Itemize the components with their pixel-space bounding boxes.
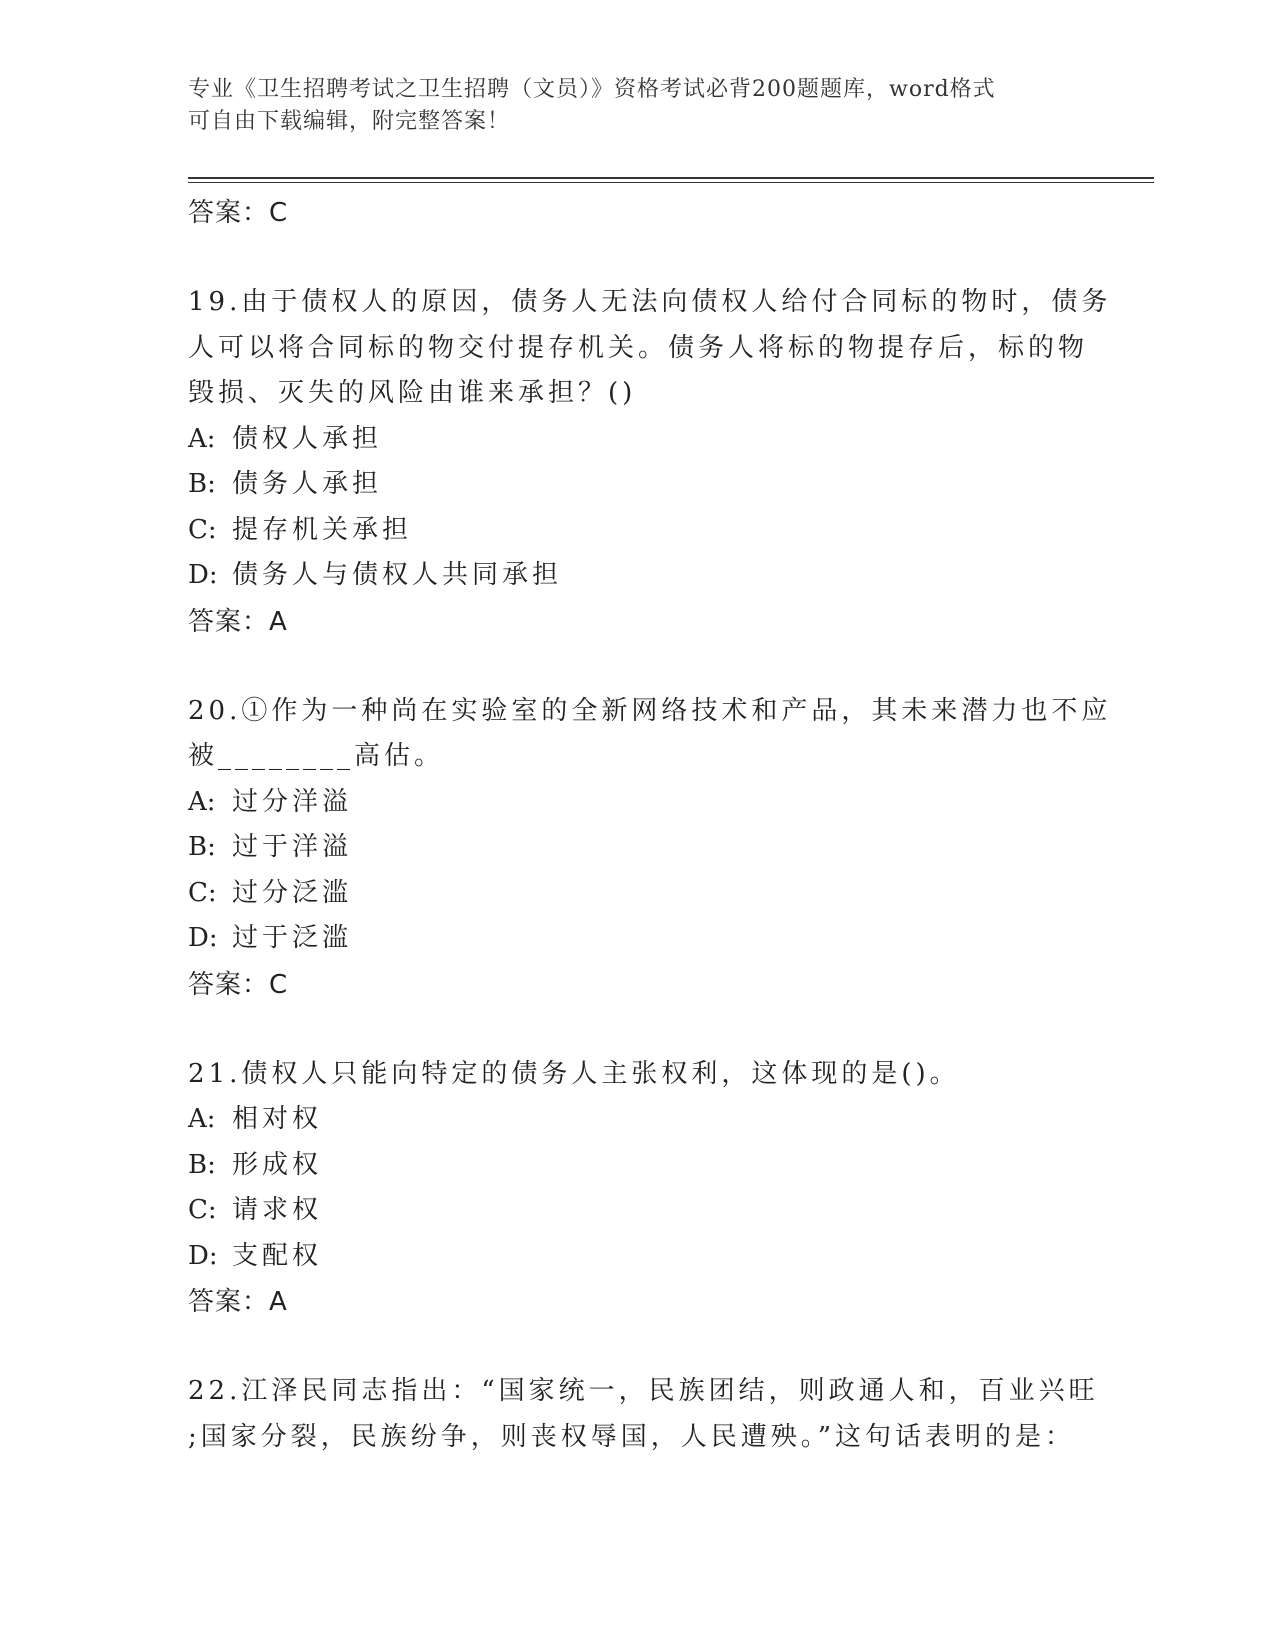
option-key: C: [188, 877, 217, 908]
spacer [188, 236, 1088, 280]
option-b [188, 1143, 1088, 1189]
page-header [188, 74, 1068, 138]
question-20 [188, 689, 1112, 1008]
answer-value: C [269, 969, 289, 1000]
option-b [188, 825, 1088, 871]
option-a [188, 780, 1088, 826]
option-key: B: [188, 1149, 216, 1180]
option-key: C: [188, 514, 217, 545]
option-c [188, 1188, 1088, 1234]
option-text: 提存机关承担 [232, 514, 413, 545]
option-key: D: [188, 560, 218, 590]
question-19 [188, 280, 1112, 645]
option-c [188, 508, 1088, 554]
answer-value: A [269, 1287, 288, 1317]
option-key: C: [188, 1195, 217, 1225]
answer-label: 答案： [188, 1287, 270, 1317]
option-key: D: [188, 1240, 218, 1271]
option-text: 请求权 [232, 1195, 323, 1225]
question-stem: 21.债权人只能向特定的债务人主张权利，这体现的是()。 [188, 1058, 960, 1089]
question-stem: ;国家分裂，民族纷争，则丧权辱国，人民遭殃。”这句话表明的是： [188, 1421, 1076, 1452]
option-key: A: [188, 1104, 216, 1134]
question-stem: 被________高估。 [188, 741, 445, 771]
answer-label: 答案： [188, 969, 270, 1000]
option-text: 过分洋溢 [232, 786, 353, 817]
question-stem: 19.由于债权人的原因，债务人无法向债权人给付合同标的物时，债务 [188, 287, 1112, 317]
header-divider [188, 177, 1154, 179]
option-text: 债权人承担 [232, 423, 383, 454]
option-text: 过分泛滥 [232, 877, 353, 908]
answer-line [188, 962, 1088, 1008]
option-c [188, 871, 1088, 917]
answer-value: C [269, 198, 289, 228]
question-stem: 22.江泽民同志指出：“国家统一，民族团结，则政通人和，百业兴旺 [188, 1376, 1099, 1406]
option-b [188, 462, 1088, 508]
option-key: B: [188, 832, 216, 862]
answer-value: A [269, 606, 288, 637]
header-line: 可自由下载编辑，附完整答案！ [188, 109, 511, 134]
answer-line [188, 190, 1088, 236]
option-text: 债务人承担 [232, 469, 383, 499]
answer-label: 答案： [188, 606, 270, 637]
option-key: B: [188, 469, 216, 499]
answer-line [188, 1279, 1088, 1325]
question-list [188, 190, 1112, 1460]
option-key: D: [188, 923, 218, 953]
option-text: 支配权 [232, 1240, 323, 1271]
question-stem: 人可以将合同标的物交付提存机关。债务人将标的物提存后，标的物 [188, 332, 1089, 363]
option-d [188, 916, 1088, 962]
option-d [188, 1234, 1088, 1280]
header-line: 专业《卫生招聘考试之卫生招聘（文员）》资格考试必背200题题库，word格式 [188, 77, 996, 102]
option-key: A: [188, 423, 216, 454]
spacer [188, 1008, 1088, 1052]
option-key: A: [188, 786, 216, 817]
option-text: 债务人与债权人共同承担 [232, 560, 563, 590]
question-stem: 毁损、灭失的风险由谁来承担？() [188, 378, 637, 408]
question-21 [188, 1052, 1088, 1326]
question-stem: 20.①作为一种尚在实验室的全新网络技术和产品，其未来潜力也不应 [188, 695, 1112, 726]
answer-label: 答案： [188, 198, 270, 228]
question-22 [188, 1369, 1099, 1460]
option-a [188, 1097, 1088, 1143]
option-text: 相对权 [232, 1104, 323, 1134]
spacer [188, 1325, 1088, 1369]
option-a [188, 417, 1088, 463]
option-text: 形成权 [232, 1149, 323, 1180]
option-d [188, 553, 1088, 599]
header-divider-thin [188, 182, 1154, 183]
spacer [188, 645, 1088, 689]
option-text: 过于泛滥 [232, 923, 353, 953]
answer-line [188, 599, 1088, 645]
option-text: 过于洋溢 [232, 832, 353, 862]
